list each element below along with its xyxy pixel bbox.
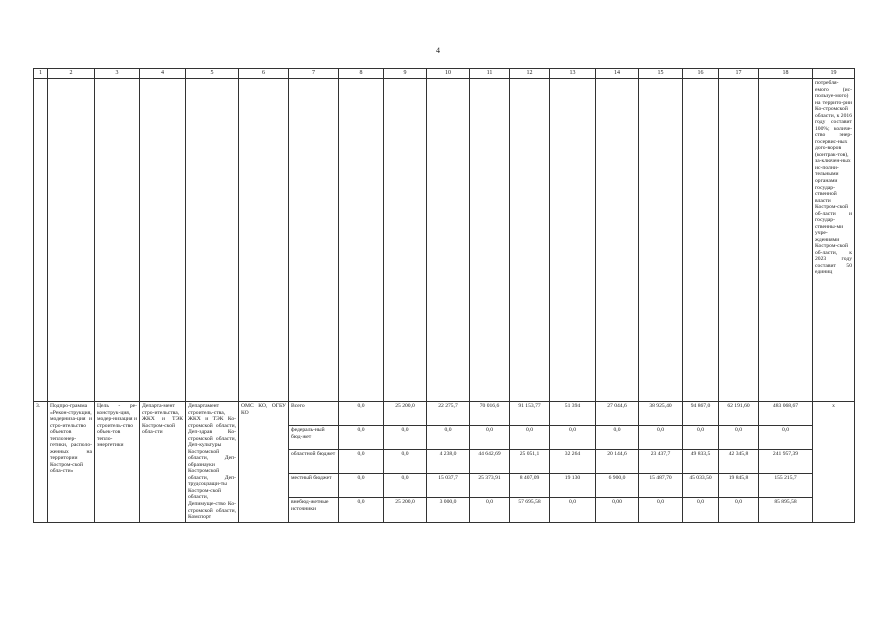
empty-cell	[186, 79, 239, 402]
amount-cell: 0,0	[339, 450, 384, 474]
responsible-executor: Департа-мент стро-ительства, ЖКХ и ТЭК Костром-ской обла-сти	[140, 402, 186, 523]
amount-cell: 0,0	[339, 402, 384, 426]
funding-source-label: местный бюджет	[289, 474, 339, 498]
column-number: 19	[813, 69, 855, 79]
amount-cell: 49 833,5	[683, 450, 719, 474]
amount-cell: 44 642,69	[470, 450, 510, 474]
amount-cell: 25 051,1	[510, 450, 550, 474]
amount-cell: 25 200,0	[384, 402, 427, 426]
column-number: 4	[140, 69, 186, 79]
amount-cell: 0,0	[639, 498, 683, 522]
amount-cell: 0,0	[339, 474, 384, 498]
indicator-continuation-text: потребля-емого (ис-пользуе-мого) на террито-рии Ко-стромской области, к 2016 году составит 100%; количе-ство энер-госервис-ных дого-воров (контрак-тов), за-ключен-ных ис-полни-тельными органами государ-ственной власти Костром-ской об-ласти и государ-ственны-ми учре-ждениями Костром-ской об-ласти, к 2023 году составит 50 единиц	[813, 79, 855, 402]
empty-cell	[140, 79, 186, 402]
continuation-row	[34, 79, 855, 402]
column-number-row	[34, 69, 855, 79]
budget-table	[33, 68, 855, 523]
amount-cell: 91 153,77	[510, 402, 550, 426]
participants: ОМС КО, ОГБУ КО	[239, 402, 289, 523]
column-number: 17	[719, 69, 759, 79]
amount-cell: 27 044,6	[596, 402, 639, 426]
amount-cell: 0,0	[683, 498, 719, 522]
column-number: 16	[683, 69, 719, 79]
column-number: 6	[239, 69, 289, 79]
column-number: 11	[470, 69, 510, 79]
amount-cell: 15 487,70	[639, 474, 683, 498]
amount-cell: 0,0	[596, 426, 639, 450]
amount-cell: 6 900,0	[596, 474, 639, 498]
page-number: 4	[436, 46, 440, 55]
column-number: 8	[339, 69, 384, 79]
empty-cell	[384, 79, 427, 402]
amount-cell: 0,0	[339, 426, 384, 450]
empty-cell	[683, 79, 719, 402]
amount-cell: 0,0	[550, 498, 596, 522]
amount-cell: 23 437,7	[639, 450, 683, 474]
amount-cell: 62 191,60	[719, 402, 759, 426]
amount-total: 241 957,39	[759, 450, 813, 474]
subprogram-goal: Цель - ре-конструк-ция, модер-низация и строитель-ство объек-тов тепло-энергетики	[95, 402, 140, 523]
amount-cell: 0,0	[639, 426, 683, 450]
amount-total: 483 068,67	[759, 402, 813, 426]
amount-cell: 32 264	[550, 450, 596, 474]
amount-cell: 0,0	[683, 426, 719, 450]
amount-cell: 0,0	[470, 498, 510, 522]
amount-cell: 0,0	[719, 426, 759, 450]
funding-source-label: федераль-ный бюд-жет	[289, 426, 339, 450]
column-number: 1	[34, 69, 48, 79]
amount-cell: 94 867,0	[683, 402, 719, 426]
empty-cell	[34, 79, 48, 402]
amount-cell: 0,0	[384, 450, 427, 474]
amount-cell: 25 200,0	[384, 498, 427, 522]
amount-cell: 42 345,8	[719, 450, 759, 474]
column-number: 13	[550, 69, 596, 79]
column-number: 9	[384, 69, 427, 79]
empty-cell	[289, 79, 339, 402]
column-number: 5	[186, 69, 239, 79]
column-number: 12	[510, 69, 550, 79]
empty-cell	[339, 79, 384, 402]
amount-cell: 51 394	[550, 402, 596, 426]
amount-cell: 22 275,7	[427, 402, 470, 426]
amount-cell: 4 238,0	[427, 450, 470, 474]
subprogram-name: Подпро-грамма «Рекон-струкция, модерниза-ция и стро-ительство объектов теплоэнер-гетики, располо-женных на территории Костром-ской обла-сти»	[48, 402, 95, 523]
amount-cell: 45 033,50	[683, 474, 719, 498]
empty-cell	[48, 79, 95, 402]
amount-cell: 70 016,6	[470, 402, 510, 426]
amount-cell: 19 845,8	[719, 474, 759, 498]
empty-cell	[510, 79, 550, 402]
amount-cell: 19 130	[550, 474, 596, 498]
column-number: 18	[759, 69, 813, 79]
amount-cell: 0,0	[719, 498, 759, 522]
amount-total: 0,0	[759, 426, 813, 450]
amount-cell: 8 407,09	[510, 474, 550, 498]
empty-cell	[759, 79, 813, 402]
column-number: 7	[289, 69, 339, 79]
amount-cell: 0,0	[427, 426, 470, 450]
amount-cell: 0,0	[470, 426, 510, 450]
funding-source-label: Всего	[289, 402, 339, 426]
amount-cell: 0,0	[339, 498, 384, 522]
amount-cell: 0,0	[550, 426, 596, 450]
empty-cell	[719, 79, 759, 402]
amount-cell: 0,00	[596, 498, 639, 522]
table-row	[34, 402, 855, 426]
empty-cell	[470, 79, 510, 402]
amount-cell: 0,0	[384, 426, 427, 450]
column-number: 14	[596, 69, 639, 79]
row-index: 3.	[34, 402, 48, 523]
co-executors: Департамент строитель-ства, ЖКХ и ТЭК Ко-стромской области, Деп-здрав Ко-стромской области, Деп-культуры Костромской области, Деп-образнауки Костромской области, Деп-трудсоцзащи-ты Костром-ской области, Депимуще-ство Ко-стромской области, Комспорт	[186, 402, 239, 523]
indicator-cell: х	[813, 402, 855, 523]
amount-cell: 38 925,40	[639, 402, 683, 426]
amount-cell: 25 373,91	[470, 474, 510, 498]
empty-cell	[95, 79, 140, 402]
amount-total: 85 895,58	[759, 498, 813, 522]
amount-cell: 0,0	[510, 426, 550, 450]
column-number: 15	[639, 69, 683, 79]
amount-total: 155 215,7	[759, 474, 813, 498]
column-number: 2	[48, 69, 95, 79]
empty-cell	[427, 79, 470, 402]
empty-cell	[639, 79, 683, 402]
amount-cell: 20 144,6	[596, 450, 639, 474]
funding-source-label: областной бюджет	[289, 450, 339, 474]
funding-source-label: внебюд-жетные источники	[289, 498, 339, 522]
column-number: 3	[95, 69, 140, 79]
amount-cell: 15 037,7	[427, 474, 470, 498]
empty-cell	[596, 79, 639, 402]
empty-cell	[239, 79, 289, 402]
amount-cell: 3 000,0	[427, 498, 470, 522]
column-number: 10	[427, 69, 470, 79]
amount-cell: 0,0	[384, 474, 427, 498]
amount-cell: 57 695,58	[510, 498, 550, 522]
empty-cell	[550, 79, 596, 402]
